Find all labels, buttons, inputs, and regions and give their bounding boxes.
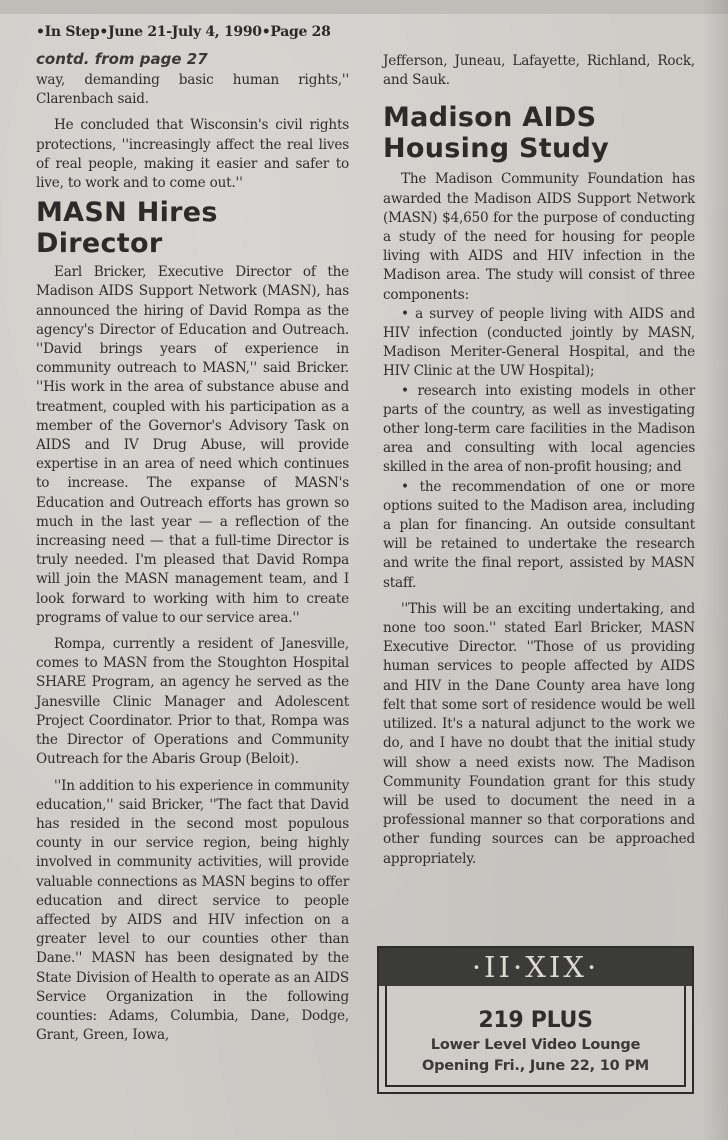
- article-paragraph: ''In addition to his experience in community education,'' said Bricker, ''The fact that David has resided in the second most populous county in our service region, being highly involved in community activities, will provide valuable connections as MASN begins to offer education and direct service to people affected by AIDS and HIV infection on a greater level to our counties other than Dane.'' MASN has been designated by the State Division of Health to operate as an AIDS Service Organization in the following counties: Adams, Columbia, Dane, Dodge, Grant, Green, Iowa,: [36, 777, 349, 1044]
- ad-subtitle: Lower Level Video Lounge: [430, 1037, 641, 1053]
- bullet-paragraph: • research into existing models in other parts of the country, as well as investigating other long-term care facilities in the Madison area and consulting with local agencies skilled in the area of non-profit housing; and: [383, 382, 695, 476]
- article-paragraph: The Madison Community Foundation has awarded the Madison AIDS Support Network (MASN) $4,650 for the purpose of conducting a study of the need for housing for people living with AIDS and HIV infection in the Madison area. The study will consist of three components:: [383, 171, 695, 303]
- intro-paragraph: He concluded that Wisconsin's civil rights protections, ''increasingly affect the real lives of real people, making it easier and safer to live, to work and to come out.'': [36, 117, 349, 192]
- page-folio: •In Step•June 21-July 4, 1990•Page 28: [36, 24, 331, 40]
- article-paragraph: ''This will be an exciting undertaking, and none too soon.'' stated Earl Bricker, MASN Executive Director. ''Those of us providing human services to people affected by AIDS and HIV in the Dane County area have long felt that some sort of residence would be well utilized. It's a natural adjunct to the work we do, and I have no doubt that the initial study will show a need exists now. The Madison Community Foundation grant for this study will be used to document the need in a professional manner so that corporations and other funding sources can be approached appropriately.: [383, 600, 695, 867]
- ad-opening-date: Opening Fri., June 22, 10 PM: [421, 1058, 650, 1074]
- article-paragraph: Rompa, currently a resident of Janesville, comes to MASN from the Stoughton Hospital SHARE Program, an agency he served as the Janesville Clinic Manager and Adolescent Project Coordinator. Prior to that, Rompa was the Director of Operations and Community Outreach for the Abaris Group (Beloit).: [36, 636, 349, 768]
- advertisement-219-plus: [377, 946, 694, 1094]
- right-column: [383, 52, 695, 869]
- ad-title: 219 PLUS: [478, 1008, 593, 1033]
- article-paragraph: Earl Bricker, Executive Director of the Madison AIDS Support Network (MASN), has announced the hiring of David Rompa as the agency's Director of Education and Outreach. ''David brings years of experience in community outreach to MASN,'' said Bricker. ''His work in the area of substance abuse and treatment, coupled with his participation as a member of the Governor's Advisory Task on AIDS and IV Drug Abuse, will provide expertise in an area of need which continues to increase. The expanse of MASN's Education and Outreach efforts has grown so much in the last year — a reflection of the increasing need — that a full-time Director is truly needed. I'm pleased that David Rompa will join the MASN management team, and I look forward to working with him to create programs of value to our service area.'': [36, 264, 349, 626]
- article-headline-masn-hires-director: MASN Hires Director: [36, 197, 218, 260]
- article-body-housing-study: [383, 170, 695, 868]
- article-headline-housing-study: Madison AIDS Housing Study: [383, 102, 610, 165]
- ad-content-box: [385, 986, 686, 1087]
- continuation-note: contd. from page 27: [36, 50, 208, 68]
- bullet-paragraph: • the recommendation of one or more options suited to the Madison area, including a plan for financing. An outside consultant will be retained to undertake the research and write the final report, assisted by MASN staff.: [383, 478, 695, 591]
- scan-top-edge: [0, 0, 728, 14]
- intro-paragraph: way, demanding basic human rights,'' Clarenbach said.: [36, 72, 349, 108]
- article-body-masn-hires-director: [36, 263, 349, 1045]
- bullet-paragraph: • a survey of people living with AIDS and HIV infection (conducted jointly by MASN, Madison Meriter-General Hospital, and the HIV Clinic at the UW Hospital);: [383, 305, 695, 380]
- carryover-paragraph: Jefferson, Juneau, Lafayette, Richland, Rock, and Sauk.: [383, 53, 695, 89]
- left-column: [36, 71, 349, 1045]
- ad-logo-banner: ·II·XIX·: [379, 948, 692, 986]
- scan-right-edge: [702, 0, 728, 1140]
